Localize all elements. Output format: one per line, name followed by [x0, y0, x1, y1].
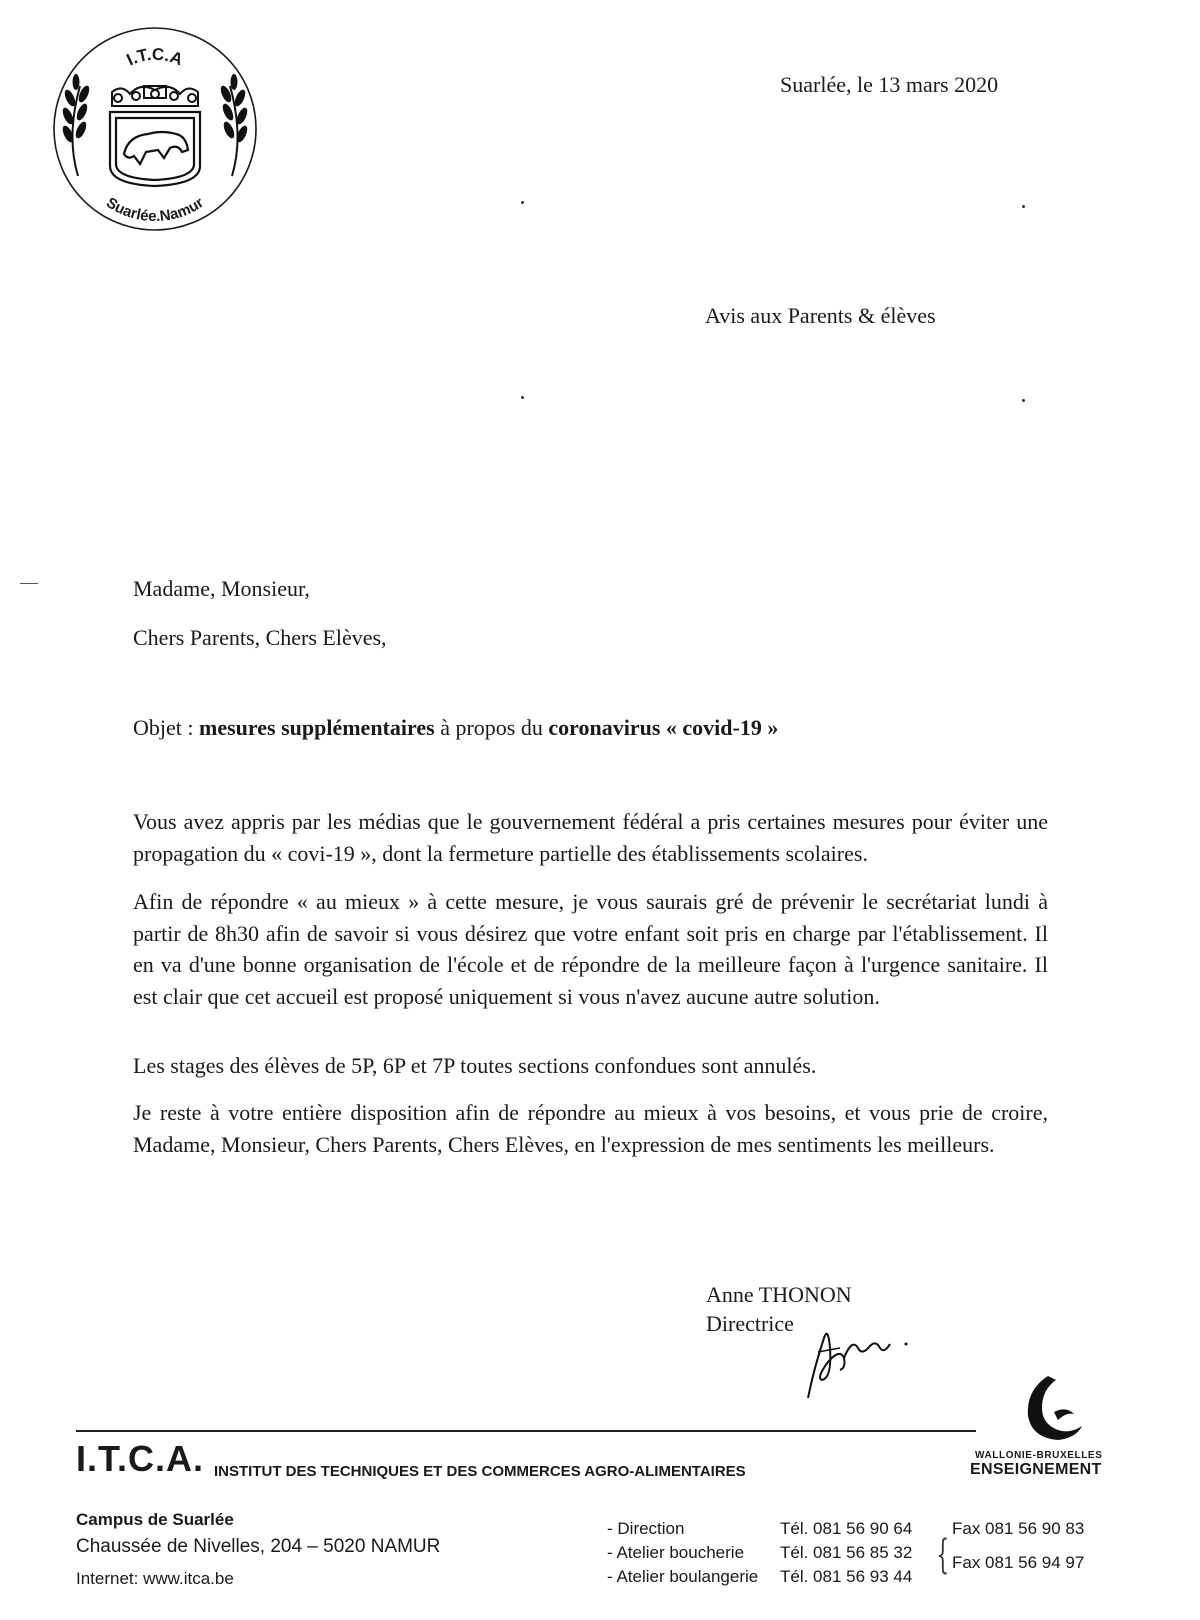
- contact-fax: Fax 081 56 90 83: [952, 1519, 1085, 1538]
- seal-bottom-text: Suarlée.Namur: [103, 194, 207, 226]
- footer-rule: [76, 1430, 976, 1432]
- contact-tel: Tél. 081 56 90 64: [780, 1519, 913, 1538]
- subject-middle: à propos du: [434, 715, 549, 740]
- itca-seal-logo: [52, 26, 258, 232]
- subject-bold-1: mesures supplémentaires: [199, 715, 435, 740]
- wallonie-bruxelles-logo-icon: [1018, 1372, 1088, 1444]
- contact-fax: Fax 081 56 94 97: [952, 1553, 1085, 1572]
- footer-campus: Campus de Suarlée: [76, 1510, 234, 1529]
- scan-speck: [1022, 399, 1025, 402]
- contact-tel: Tél. 081 56 85 32: [780, 1543, 913, 1562]
- contact-dept: - Atelier boulangerie: [607, 1567, 759, 1586]
- signatory-name: Anne THONON: [706, 1282, 852, 1307]
- contact-dept: - Direction: [607, 1519, 685, 1538]
- letter-recipient: Avis aux Parents & élèves: [705, 303, 936, 328]
- scan-speck: [521, 396, 524, 399]
- body-paragraph-3: Les stages des élèves de 5P, 6P et 7P toutes sections confondues sont annulés.: [133, 1053, 817, 1078]
- signatory-title: Directrice: [706, 1311, 794, 1336]
- brace-glyph: {: [936, 1532, 950, 1578]
- margin-mark: [20, 583, 38, 584]
- seal-top-text: I.T.C.A: [123, 44, 186, 70]
- scan-speck: [1022, 205, 1025, 208]
- contact-tel: Tél. 081 56 93 44: [780, 1567, 913, 1586]
- contact-dept: - Atelier boucherie: [607, 1543, 745, 1562]
- body-paragraph-4: Je reste à votre entière disposition afin de répondre au mieux à vos besoins, et vous prie de croire, Madame, Monsieur, Chers Parents, Chers Elèves, en l'expression de mes sentiments les meilleurs.: [133, 1100, 1048, 1157]
- network-name-small: WALLONIE-BRUXELLES: [975, 1450, 1103, 1461]
- footer-internet: Internet: www.itca.be: [76, 1569, 234, 1588]
- salutation-line-2: Chers Parents, Chers Elèves,: [133, 625, 387, 650]
- scan-speck: [521, 201, 524, 204]
- body-paragraph-2: Afin de répondre « au mieux » à cette mesure, je vous saurais gré de prévenir le secrétariat lundi à partir de 8h30 afin de savoir si vous désirez que votre enfant soit pris en charge par l'établissement. Il en va d'une bonne organisation de l'école et de répondre de la meilleure façon à l'urgence sanitaire. Il est clair que cet accueil est proposé uniquement si vous n'avez aucune autre solution.: [133, 889, 1048, 1009]
- handwritten-signature: [800, 1318, 930, 1408]
- footer-acronym: I.T.C.A.: [76, 1438, 205, 1479]
- footer-institute-name: INSTITUT DES TECHNIQUES ET DES COMMERCES AGRO-ALIMENTAIRES: [214, 1463, 746, 1480]
- footer-address: Chaussée de Nivelles, 204 – 5020 NAMUR: [76, 1536, 441, 1557]
- network-name-big: ENSEIGNEMENT: [970, 1461, 1102, 1478]
- subject-bold-2: coronavirus « covid-19 »: [548, 715, 779, 740]
- body-paragraph-1: Vous avez appris par les médias que le gouvernement fédéral a pris certaines mesures pour éviter une propagation du « covi-19 », dont la fermeture partielle des établissements scolaires.: [133, 809, 1048, 866]
- letter-date: Suarlée, le 13 mars 2020: [780, 72, 999, 97]
- salutation-line-1: Madame, Monsieur,: [133, 576, 310, 601]
- subject-prefix: Objet :: [133, 715, 199, 740]
- subject-line: [133, 713, 778, 743]
